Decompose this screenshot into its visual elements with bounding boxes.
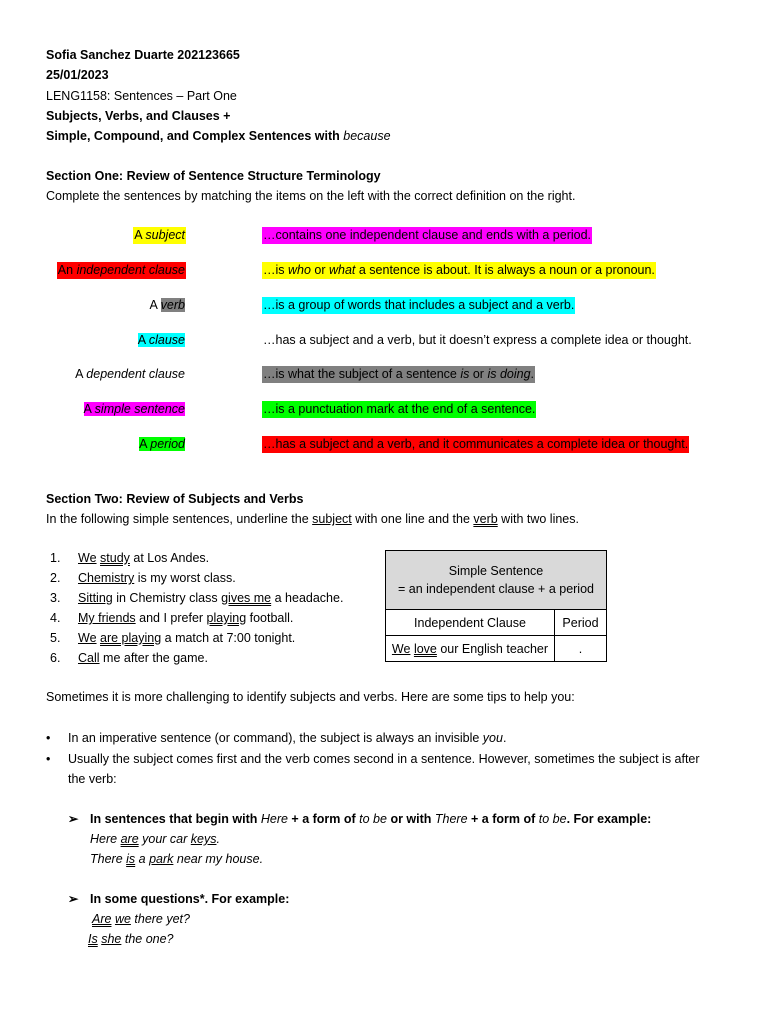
example-subject: We [391, 641, 411, 656]
example-there [90, 850, 263, 868]
example-verb: is [126, 852, 136, 866]
item-number: 5. [50, 631, 61, 645]
section-two-title: Section Two: Review of Subjects and Verbs [46, 492, 304, 506]
instr-text: with one line and the [351, 512, 474, 526]
tip-bullet-imperative [46, 728, 506, 748]
example-text: There [90, 852, 127, 866]
list-item [46, 608, 343, 628]
example-verb: love [413, 641, 437, 656]
item-number: 3. [50, 591, 61, 605]
example-here [90, 830, 220, 848]
def-italic: who [288, 263, 311, 277]
item-number: 2. [50, 571, 61, 585]
example-clause-cell [386, 636, 555, 662]
list-item [46, 648, 343, 668]
instr-text: In the following simple sentences, underline the [46, 512, 313, 526]
student-name-id: Sofia Sanchez Duarte 202123665 [46, 48, 240, 62]
def-text: or [310, 263, 329, 277]
item-number: 4. [50, 611, 61, 625]
tip-text: . [502, 731, 507, 745]
arrow-icon: ➢ [68, 892, 79, 906]
term-dependent-clause [74, 366, 186, 383]
section-one-instructions: Complete the sentences by matching the items on the left with the correct definition on the right. [46, 189, 576, 203]
def-text: a sentence is about. It is always a noun or a pronoun. [355, 263, 655, 277]
example-question-1 [92, 910, 190, 928]
tip-text: In an imperative sentence (or command), the subject is always an invisible [68, 731, 483, 745]
bullet-icon: • [46, 731, 51, 745]
sentence-subject: My friends [78, 611, 136, 625]
example-text: our English teacher [436, 641, 549, 656]
example-text: Here [90, 832, 121, 846]
tip-bullet-order [46, 749, 700, 769]
sentence-subject: We [78, 631, 97, 645]
sentence-subject: We [78, 551, 97, 565]
example-text: . [216, 832, 220, 846]
sentence-text: football. [246, 611, 294, 625]
example-question-2 [88, 930, 174, 948]
term-subject [133, 227, 186, 244]
course-title: LENG1158: Sentences – Part One [46, 89, 237, 103]
item-number: 6. [50, 651, 61, 665]
tip-questions [68, 889, 289, 909]
sentence-verb: study [100, 551, 130, 565]
definition-simple-sentence: …contains one independent clause and ends with a period. [263, 228, 592, 242]
term-independent-clause [57, 262, 186, 279]
example-subject: we [114, 912, 131, 926]
tip-text: In some questions*. For example: [90, 892, 290, 906]
term-verb [149, 297, 186, 314]
term-article: A [137, 333, 149, 347]
term-article: A [139, 437, 151, 451]
definition-subject [262, 262, 656, 279]
tip-text: + a form of [287, 812, 360, 826]
example-subject: keys [190, 832, 217, 846]
sentence-text: is my worst class. [137, 571, 236, 585]
sentence-text: a headache. [271, 591, 344, 605]
tip-here-there [68, 809, 651, 829]
term-article: A [75, 367, 87, 381]
date: 25/01/2023 [46, 68, 109, 82]
instr-subject-word: subject [312, 512, 352, 526]
definition-clause: …is a group of words that includes a subject and a verb. [263, 298, 575, 312]
example-text: the one? [121, 932, 174, 946]
example-text: near my house. [173, 852, 264, 866]
def-italic: what [329, 263, 356, 277]
subtopic-text: Simple, Compound, and Complex Sentences with [46, 129, 344, 143]
section-one-title: Section One: Review of Sentence Structure Terminology [46, 169, 381, 183]
subtopic-title [46, 127, 391, 145]
bullet-icon: • [46, 752, 51, 766]
tip-text: + a form of [467, 812, 539, 826]
example-text: your car [138, 832, 191, 846]
tip-italic: Here [260, 812, 288, 826]
def-italic: is doing [487, 367, 531, 381]
example-verb: Is [88, 932, 98, 946]
column-header-independent-clause: Independent Clause [386, 610, 555, 636]
tip-text: Usually the subject comes first and the verb comes second in a sentence. However, sometimes the subject is after [68, 752, 700, 766]
simple-sentence-table [385, 550, 607, 662]
table-title: Simple Sentence [448, 564, 544, 578]
table-formula: = an independent clause + a period [398, 582, 594, 596]
def-text: …is what the subject of a sentence [263, 367, 461, 381]
item-number: 1. [50, 551, 61, 565]
example-text: there yet? [130, 912, 190, 926]
sentence-verb: playing [206, 611, 247, 625]
term-word: dependent clause [86, 367, 185, 381]
definition-period: …is a punctuation mark at the end of a sentence. [263, 402, 536, 416]
def-text: . [530, 367, 535, 381]
instr-verb-word: verb [473, 512, 498, 526]
sentence-text: at Los Andes. [129, 551, 210, 565]
term-word: verb [160, 298, 185, 312]
sentence-verb: are playing [100, 631, 162, 645]
table-header [386, 551, 607, 610]
tip-italic: There [434, 812, 468, 826]
term-clause [137, 332, 186, 349]
term-word: period [150, 437, 185, 451]
term-simple-sentence [83, 401, 186, 418]
def-text: …is [263, 263, 288, 277]
def-italic: is [460, 367, 470, 381]
term-article: An [57, 263, 77, 277]
sentence-text: a match at 7:00 tonight. [161, 631, 296, 645]
term-article: A [134, 228, 146, 242]
arrow-icon: ➢ [68, 812, 79, 826]
sentence-text: and I prefer [135, 611, 207, 625]
tip-text: . For example: [566, 812, 652, 826]
sentence-subject: Chemistry [78, 571, 135, 585]
list-item [46, 588, 343, 608]
column-header-period: Period [555, 610, 607, 636]
term-period [138, 436, 186, 453]
tip-text: In sentences that begin with [90, 812, 261, 826]
instr-text: with two lines. [497, 512, 579, 526]
def-text: or [469, 367, 488, 381]
tips-intro: Sometimes it is more challenging to identify subjects and verbs. Here are some tips to help you: [46, 690, 575, 704]
tip-text: or with [386, 812, 435, 826]
practice-sentence-list [46, 548, 343, 668]
definition-independent-clause: …has a subject and a verb, and it communicates a complete idea or thought. [263, 437, 689, 451]
subtopic-italic: because [343, 129, 391, 143]
term-word: simple sentence [94, 402, 185, 416]
sentence-verb: gives me [221, 591, 272, 605]
list-item [46, 568, 343, 588]
sentence-subject: Call [78, 651, 100, 665]
topic-title: Subjects, Verbs, and Clauses + [46, 109, 231, 123]
sentence-subject: Sitting [78, 591, 113, 605]
section-two-instructions [46, 510, 579, 528]
list-item [46, 548, 343, 568]
term-word: independent clause [76, 263, 185, 277]
list-item [46, 628, 343, 648]
tip-italic: you [482, 731, 503, 745]
sentence-text: me after the game. [103, 651, 208, 665]
term-word: clause [148, 333, 185, 347]
sentence-text: in Chemistry class [112, 591, 222, 605]
term-article: A [149, 298, 161, 312]
example-subject: she [101, 932, 122, 946]
example-subject: park [149, 852, 174, 866]
example-verb: are [120, 832, 139, 846]
tip-italic: to be [538, 812, 567, 826]
example-period-cell: . [555, 636, 607, 662]
example-text: a [135, 852, 150, 866]
example-verb: Are [92, 912, 112, 926]
tip-bullet-order-continued: the verb: [68, 772, 117, 786]
definition-verb [262, 366, 535, 383]
definition-dependent-clause: …has a subject and a verb, but it doesn’t express a complete idea or thought. [263, 333, 692, 347]
tip-italic: to be [359, 812, 387, 826]
term-word: subject [145, 228, 185, 242]
term-article: A [83, 402, 95, 416]
